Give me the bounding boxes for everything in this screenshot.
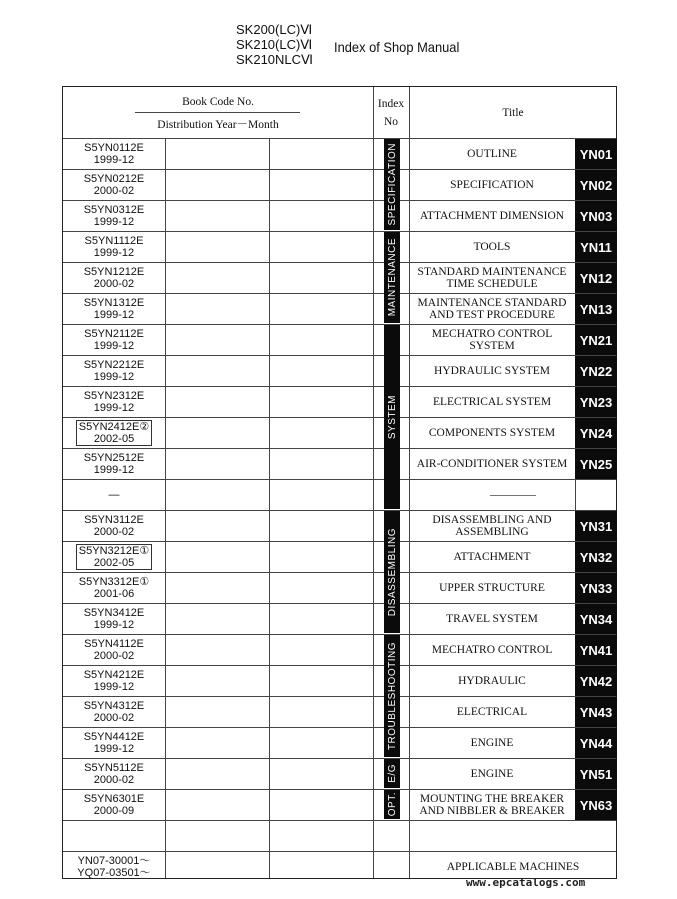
manual-title <box>409 820 617 851</box>
distribution-date: 1999-12 <box>93 463 135 476</box>
manual-title <box>409 510 575 541</box>
manual-title <box>409 417 575 448</box>
index-number-badge: YN02 <box>575 170 617 200</box>
manual-title <box>409 262 575 293</box>
book-code-cell <box>63 417 165 448</box>
model-list <box>236 22 313 67</box>
manual-title-line: TIME SCHEDULE <box>446 277 538 290</box>
book-code: S5YN2112E <box>84 327 144 340</box>
manual-title-line: AIR-CONDITIONER SYSTEM <box>416 457 568 470</box>
book-code-cell <box>63 851 165 882</box>
index-number-badge: YN42 <box>575 666 617 696</box>
book-code-cell <box>63 138 165 169</box>
index-number-badge: YN12 <box>575 263 617 293</box>
manual-title <box>409 758 575 789</box>
book-code-cell <box>63 510 165 541</box>
manual-title-line: ENGINE <box>470 736 514 749</box>
book-code-cell <box>63 293 165 324</box>
distribution-date: 1999-12 <box>93 742 135 755</box>
manual-title-line: MECHATRO CONTROL <box>431 643 553 656</box>
book-code-cell <box>63 262 165 293</box>
section-bar <box>384 232 400 323</box>
index-number-badge: YN32 <box>575 542 617 572</box>
section-label: SYSTEM <box>386 394 398 440</box>
manual-title-line: UPPER STRUCTURE <box>439 581 545 594</box>
manual-title <box>409 665 575 696</box>
index-number-badge: YN21 <box>575 325 617 355</box>
column-divider <box>165 138 166 878</box>
book-code-header: Book Code No. <box>182 96 254 108</box>
manual-title-line: ASSEMBLING <box>455 525 529 538</box>
manual-title <box>409 231 575 262</box>
manual-title-line: STANDARD MAINTENANCE <box>417 265 567 278</box>
manual-title-line: ATTACHMENT <box>453 550 531 563</box>
book-code: — <box>108 488 120 501</box>
distribution-date: 1999-12 <box>93 401 135 414</box>
manual-title <box>409 448 575 479</box>
distribution-date: 2000-09 <box>93 804 135 817</box>
manual-title-line: APPLICABLE MACHINES <box>446 860 580 873</box>
manual-title <box>409 138 575 169</box>
book-code: S5YN5112E <box>84 761 144 774</box>
distribution-date: 1999-12 <box>93 215 135 228</box>
book-code-cell <box>63 231 165 262</box>
index-number-badge: YN01 <box>575 139 617 169</box>
manual-title-line: TOOLS <box>473 240 511 253</box>
book-code: S5YN4212E <box>83 668 145 681</box>
manual-title-line: ATTACHMENT DIMENSION <box>419 209 565 222</box>
section-bar <box>384 139 400 230</box>
index-table <box>62 86 617 879</box>
index-number-badge: YN11 <box>575 232 617 262</box>
index-number-badge: YN41 <box>575 635 617 665</box>
book-code: S5YN2312E <box>83 389 145 402</box>
section-bar <box>384 325 400 509</box>
manual-title <box>409 789 575 820</box>
book-code-cell <box>63 572 165 603</box>
book-code-cell <box>63 603 165 634</box>
book-code: S5YN0212E <box>83 172 145 185</box>
section-label: TROUBLESHOOTING <box>386 641 398 751</box>
book-code-cell <box>63 820 165 851</box>
manual-title-line: ELECTRICAL SYSTEM <box>432 395 552 408</box>
book-code: S5YN0112E <box>84 141 144 154</box>
section-label: SPECIFICATION <box>386 143 398 226</box>
book-code: YN07-30001～ <box>77 854 151 867</box>
distribution-date: 2000-02 <box>93 277 135 290</box>
manual-title <box>409 293 575 324</box>
distribution-date: 1999-12 <box>93 370 135 383</box>
manual-title <box>409 696 575 727</box>
distribution-date: 2002-05 <box>93 556 135 569</box>
book-code-cell <box>63 758 165 789</box>
book-code: S5YN1112E <box>84 234 144 247</box>
manual-title-line: ENGINE <box>470 767 514 780</box>
manual-title <box>409 572 575 603</box>
header-underline <box>135 112 300 113</box>
distribution-date: 2000-02 <box>93 525 135 538</box>
book-code: S5YN1312E <box>83 296 145 309</box>
index-number-badge: YN43 <box>575 697 617 727</box>
model-name: SK200(LC)Ⅵ <box>236 22 313 37</box>
book-code: S5YN3112E <box>84 513 144 526</box>
manual-title-line: SPECIFICATION <box>450 178 534 191</box>
distribution-date: 2000-02 <box>93 773 135 786</box>
distribution-date: 2002-05 <box>93 432 135 445</box>
page-title: Index of Shop Manual <box>334 39 460 55</box>
title-header: Title <box>502 106 524 119</box>
book-code-cell <box>63 479 165 510</box>
manual-title-line: COMPONENTS SYSTEM <box>428 426 556 439</box>
index-number-badge: YN25 <box>575 449 617 479</box>
manual-title <box>409 541 575 572</box>
manual-title-line: OUTLINE <box>467 147 517 160</box>
index-number-badge: YN23 <box>575 387 617 417</box>
watermark: www.epcatalogs.com <box>466 876 586 889</box>
column-divider <box>269 138 270 878</box>
manual-title-line: HYDRAULIC SYSTEM <box>434 364 550 377</box>
manual-title-line: AND NIBBLER & BREAKER <box>419 804 565 817</box>
book-code: S5YN2512E <box>83 451 145 464</box>
model-name: SK210(LC)Ⅵ <box>236 37 313 52</box>
index-number-badge: YN34 <box>575 604 617 634</box>
section-bar <box>384 759 400 788</box>
manual-title-line: TRAVEL SYSTEM <box>446 612 538 625</box>
manual-title <box>409 324 575 355</box>
manual-title-line: ELECTRICAL <box>456 705 528 718</box>
index-number-badge: YN51 <box>575 759 617 789</box>
manual-title <box>409 200 575 231</box>
manual-title-line: SYSTEM <box>469 339 515 352</box>
distribution-date: 1999-12 <box>93 308 135 321</box>
distribution-date: 1999-12 <box>93 680 135 693</box>
book-code: S5YN2412E② <box>78 420 150 433</box>
index-header-no: No <box>383 116 399 128</box>
index-number-badge: YN13 <box>575 294 617 324</box>
book-code-cell <box>63 200 165 231</box>
index-number-badge: YN44 <box>575 728 617 758</box>
book-code-cell <box>63 789 165 820</box>
book-code-cell <box>63 634 165 665</box>
book-code-cell <box>63 169 165 200</box>
manual-title <box>409 355 575 386</box>
book-code-cell <box>63 386 165 417</box>
distribution-date: 1999-12 <box>93 618 135 631</box>
model-name: SK210NLCⅥ <box>236 52 314 67</box>
section-label: MAINTENANCE <box>386 238 398 317</box>
book-code: S5YN2212E <box>83 358 145 371</box>
index-header: Index <box>377 98 405 110</box>
distribution-date: 1999-12 <box>93 246 135 259</box>
book-code-cell <box>63 541 165 572</box>
book-code: S5YN4412E <box>83 730 145 743</box>
manual-title-line: DISASSEMBLING AND <box>432 513 552 526</box>
index-number-badge: YN63 <box>575 790 617 820</box>
index-number-badge: YN22 <box>575 356 617 386</box>
manual-title <box>409 386 575 417</box>
book-code: S5YN4312E <box>83 699 145 712</box>
distribution-date: 2000-02 <box>93 184 135 197</box>
book-code-cell <box>63 324 165 355</box>
manual-title-line: HYDRAULIC <box>458 674 526 687</box>
book-code: S5YN3412E <box>83 606 145 619</box>
index-number-badge: YN31 <box>575 511 617 541</box>
column-divider <box>575 479 576 510</box>
index-number-badge: YN03 <box>575 201 617 231</box>
book-code: S5YN0312E <box>83 203 145 216</box>
manual-title-line: MOUNTING THE BREAKER <box>419 792 565 805</box>
book-code: S5YN6301E <box>83 792 145 805</box>
distribution-date: 1999-12 <box>93 339 135 352</box>
book-code: S5YN3312E① <box>78 575 150 588</box>
manual-title <box>409 634 575 665</box>
book-code: S5YN1212E <box>83 265 145 278</box>
section-bar <box>384 511 400 633</box>
section-bar <box>384 635 400 757</box>
section-bar <box>384 790 400 819</box>
section-label: E/G <box>386 764 398 783</box>
distribution-header: Distribution Year－Month <box>157 119 279 131</box>
book-code: S5YN3212E① <box>78 544 150 557</box>
book-code-cell <box>63 727 165 758</box>
distribution-date: 2000-02 <box>93 649 135 662</box>
manual-title-line: ———— <box>490 488 536 501</box>
index-number-badge: YN33 <box>575 573 617 603</box>
distribution-date: 1999-12 <box>93 153 135 166</box>
book-code-cell <box>63 448 165 479</box>
manual-title <box>409 603 575 634</box>
manual-title-line: MECHATRO CONTROL <box>431 327 553 340</box>
manual-title <box>409 727 575 758</box>
section-label: OPT. <box>386 792 398 817</box>
manual-title <box>409 169 575 200</box>
book-code-cell <box>63 696 165 727</box>
manual-title-line: MAINTENANCE STANDARD <box>417 296 567 309</box>
book-code: S5YN4112E <box>84 637 144 650</box>
book-code-cell <box>63 665 165 696</box>
book-code-cell <box>63 355 165 386</box>
distribution-date: YQ07-03501～ <box>77 866 151 879</box>
distribution-date: 2001-06 <box>93 587 135 600</box>
section-label: DISASSEMBLING <box>386 527 398 617</box>
manual-title <box>409 479 617 510</box>
column-divider <box>373 87 374 878</box>
index-number-badge: YN24 <box>575 418 617 448</box>
manual-title-line: AND TEST PROCEDURE <box>428 308 556 321</box>
distribution-date: 2000-02 <box>93 711 135 724</box>
